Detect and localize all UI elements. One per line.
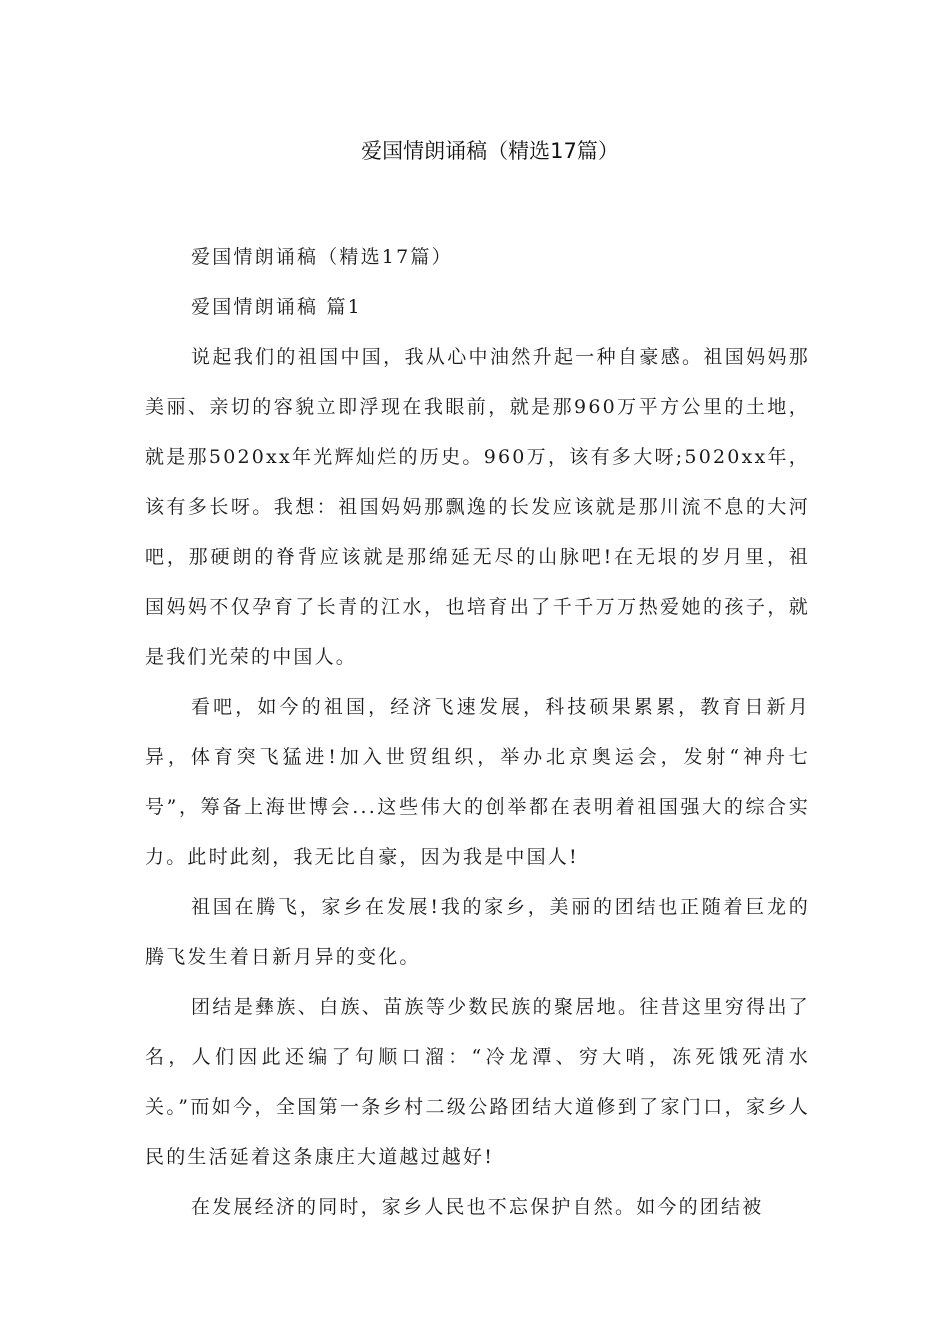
body-paragraph: 团结是彝族、白族、苗族等少数民族的聚居地。往昔这里穷得出了名，人们因此还编了句顺口溜：“冷龙潭、穷大哨，冻死饿死清水关。”而如今，全国第一条乡村二级公路团结大道修到了家门口，家乡人民的生活延着这条康庄大道越过越好! — [145, 996, 810, 1168]
body-paragraph: 看吧，如今的祖国，经济飞速发展，科技硕果累累，教育日新月异，体育突飞猛进!加入世贸组织，举办北京奥运会，发射“神舟七号”，筹备上海世博会...这些伟大的创举都在表明着祖国强大的综合实力。此时此刻，我无比自豪，因为我是中国人! — [145, 696, 810, 868]
body-paragraph: 说起我们的祖国中国，我从心中油然升起一种自豪感。祖国妈妈那美丽、亲切的容貌立即浮现在我眼前，就是那960万平方公里的土地，就是那5020xx年光辉灿烂的历史。960万，该有多大呀;5020xx年，该有多长呀。我想：祖国妈妈那飘逸的长发应该就是那川流不息的大河吧，那硬朗的脊背应该就是那绵延无尽的山脉吧!在无垠的岁月里，祖国妈妈不仅孕育了长青的江水，也培育出了千千万万热爱她的孩子，就是我们光荣的中国人。 — [145, 346, 810, 668]
body-paragraph: 在发展经济的同时，家乡人民也不忘保护自然。如今的团结被 — [191, 1196, 764, 1218]
body-paragraph: 祖国在腾飞，家乡在发展!我的家乡，美丽的团结也正随着巨龙的腾飞发生着日新月异的变化。 — [145, 896, 810, 968]
document-body — [145, 232, 810, 1232]
document-title: 爱国情朗诵稿（精选17篇） — [361, 139, 619, 163]
section-heading: 爱国情朗诵稿 篇1 — [191, 296, 362, 318]
subtitle-paragraph: 爱国情朗诵稿（精选17篇） — [191, 246, 453, 268]
